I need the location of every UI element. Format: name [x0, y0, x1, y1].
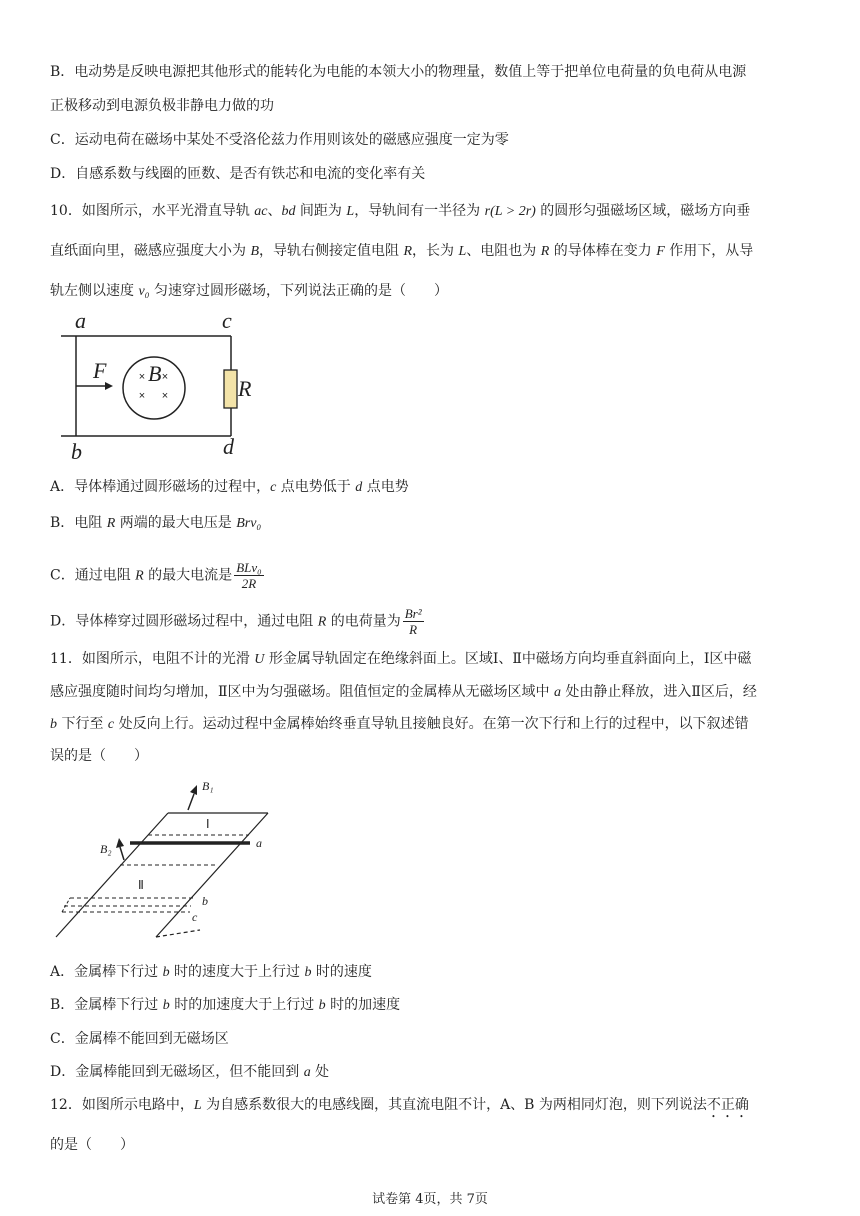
svg-text:×: × — [161, 390, 169, 402]
label-c: c — [222, 308, 232, 333]
q10-option-a: A．导体棒通过圆形磁场的过程中，c 点电势低于 d 点电势 — [50, 479, 409, 495]
page-footer: 试卷第 4页，共 7页 — [372, 1192, 488, 1207]
q11-incline-rail-diagram — [50, 775, 280, 950]
label-b1: B₁ — [202, 779, 214, 793]
label-b: b — [202, 894, 208, 908]
svg-text:×: × — [138, 371, 146, 383]
q9-option-c: C．运动电荷在磁场中某处不受洛伦兹力作用则该处的磁感应强度一定为零 — [50, 132, 509, 148]
q9-option-b-line1: B．电动势是反映电源把其他形式的能转化为电能的本领大小的物理量，数值上等于把单位电荷量的负电荷从电源 — [50, 64, 747, 80]
q11-option-b: B．金属棒下行过 b 时的加速度大于上行过 b 时的加速度 — [50, 997, 401, 1013]
fraction-max-current: $\frac{\text{BLv₀}}{2R}$ — [236, 560, 262, 591]
label-force: F — [93, 358, 107, 383]
q11-option-c: C．金属棒不能回到无磁场区 — [50, 1031, 229, 1047]
q11-stem-line4: 误的是（ ） — [50, 748, 148, 764]
label-region-1: Ⅰ — [206, 817, 210, 831]
q11-option-a: A．金属棒下行过 b 时的速度大于上行过 b 时的速度 — [50, 964, 372, 980]
label-b2: B₂ — [100, 842, 112, 856]
q11-stem-line3: b 下行至 c 处反向上行。运动过程中金属棒始终垂直导轨且接触良好。在第一次下行和上行的过程中，以下叙述错 — [50, 716, 749, 732]
resistor-r — [224, 370, 237, 408]
label-region-2: Ⅱ — [138, 878, 144, 892]
label-resistor: R — [238, 376, 252, 401]
fraction-charge: $\frac{\text{Br²}}{R}$ — [404, 606, 422, 637]
q11-option-d: D．金属棒能回到无磁场区，但不能回到 a 处 — [50, 1064, 330, 1080]
q10-circuit-diagram — [55, 308, 265, 464]
label-a: a — [256, 836, 262, 850]
q10-option-b: B．电阻 R 两端的最大电压是 Brv₀ — [50, 515, 262, 531]
svg-text:×: × — [161, 371, 169, 383]
q10-stem-line1: 10．如图所示，水平光滑直导轨 ac、bd 间距为 L，导轨间有一半径为 r(L > 2r) 的圆形匀强磁场区域，磁场方向垂 — [50, 203, 751, 219]
q12-stem-line2: 的是（ ） — [50, 1137, 134, 1153]
q10-option-d: D．导体棒穿过圆形磁场过程中，通过电阻 R 的电荷量为 $\frac{\text{Br²}}{R}$ — [50, 606, 422, 637]
label-b: b — [71, 439, 82, 464]
label-c: c — [192, 910, 198, 924]
q10-stem-line2: 直纸面向里，磁感应强度大小为 B，导轨右侧接定值电阻 R，长为 L、电阻也为 R 的导体棒在变力 F 作用下，从导 — [50, 243, 754, 259]
q9-option-b-line2: 正极移动到电源负极非静电力做的功 — [50, 98, 274, 114]
label-a: a — [75, 308, 86, 333]
q9-option-d: D．自感系数与线圈的匝数、是否有铁芯和电流的变化率有关 — [50, 166, 426, 182]
q11-stem-line2: 感应强度随时间均匀增加，Ⅱ区中为匀强磁场。阻值恒定的金属棒从无磁场区域中 a 处由静止释放，进入Ⅱ区后，经 — [50, 684, 757, 700]
q10-stem-line3: 轨左侧以速度 v₀ 匀速穿过圆形磁场，下列说法正确的是（ ） — [50, 283, 448, 299]
label-field: B — [148, 361, 162, 386]
q12-stem-line1: 12．如图所示电路中，L 为自感系数很大的电感线圈，其直流电阻不计，A、B 为两相同灯泡，则下列说法不正确 — [50, 1097, 749, 1113]
svg-text:×: × — [138, 390, 146, 402]
q11-stem-line1: 11．如图所示，电阻不计的光滑 U 形金属导轨固定在绝缘斜面上。区域Ⅰ、Ⅱ中磁场方向均垂直斜面向上，Ⅰ区中磁 — [50, 651, 752, 667]
label-d: d — [223, 434, 234, 459]
q10-option-c: C．通过电阻 R 的最大电流是 $\frac{\text{BLv₀}}{2R}$ — [50, 560, 262, 591]
